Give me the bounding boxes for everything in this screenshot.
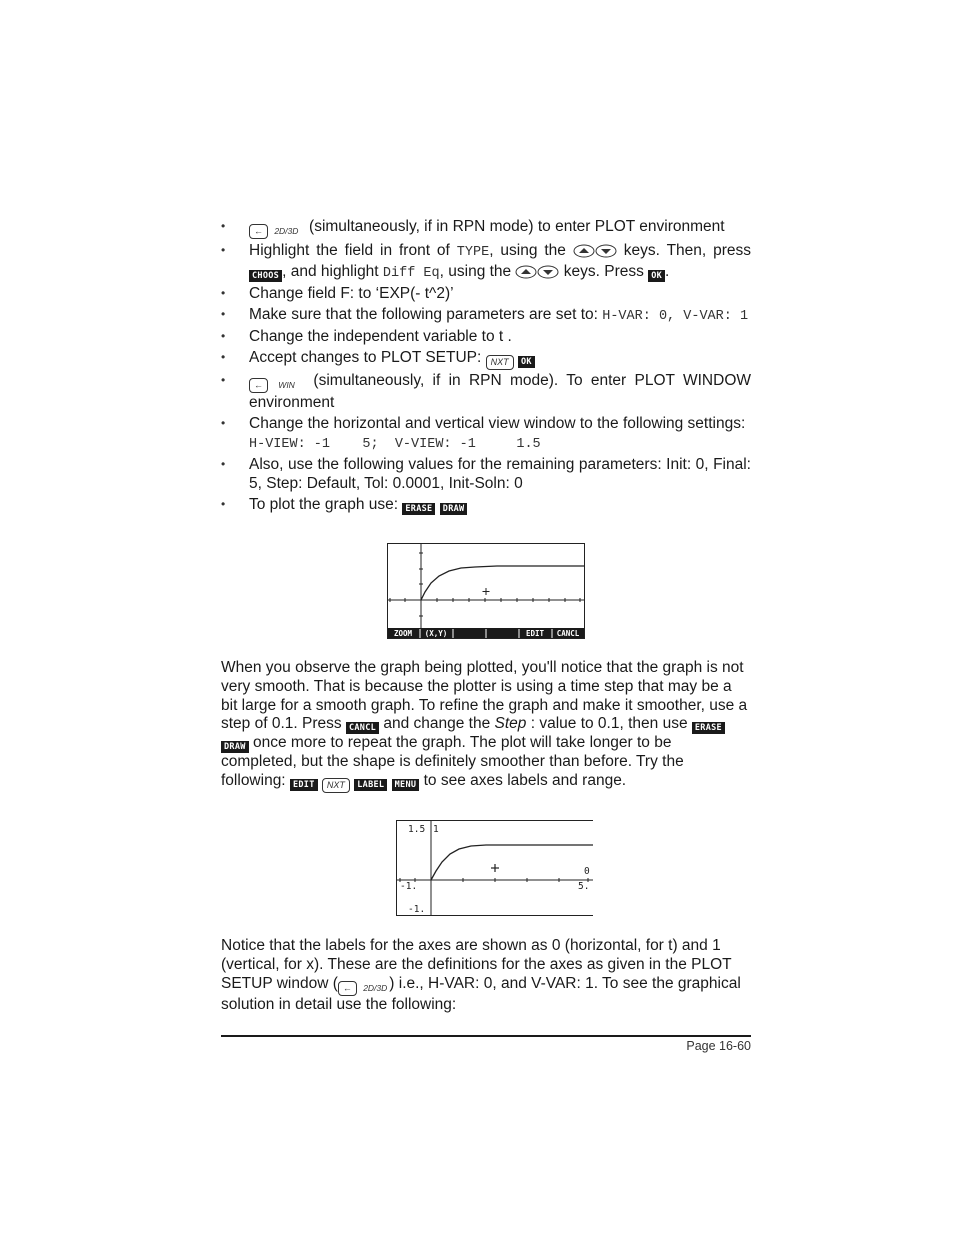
y-min-label: -1. (408, 904, 426, 915)
bullet-text: keys. Then, press (616, 241, 752, 259)
list-item (221, 455, 751, 493)
paragraph-text: When you observe the graph being plotted, you'll notice that the graph is not very smooth. That is because the plotter is using a time step that may be a bit large for a smooth graph. To refine the graph and make it smoother, use a step of 0.1. Press (221, 659, 748, 733)
label-softkey: LABEL (354, 779, 387, 791)
code-text: TYPE (456, 244, 490, 260)
draw-softkey: DRAW (440, 503, 468, 515)
win-key: WIN (278, 380, 295, 390)
bullet-text: , using the (489, 241, 573, 259)
left-shift-key: ← (338, 981, 357, 996)
edit-softkey: EDIT (290, 779, 318, 791)
explanation-paragraph (221, 659, 751, 793)
bullet-text: (simultaneously, if in RPN mode) to enter PLOT environment (309, 218, 725, 235)
code-text: Diff Eq (382, 265, 440, 281)
footer-rule (221, 1035, 751, 1037)
list-item (221, 348, 751, 370)
paragraph-text: : value to 0.1, then use (526, 715, 692, 733)
up-arrow-key-icon (573, 244, 595, 258)
xy-softkey: (X,Y) (424, 629, 448, 638)
up-arrow-key-icon (515, 265, 537, 279)
zoom-softkey: ZOOM (393, 629, 413, 638)
2d3d-key: 2D/3D (274, 226, 299, 236)
ok-softkey: OK (518, 356, 535, 368)
cursor-crosshair (491, 864, 499, 872)
x-var-label: 0 (584, 866, 590, 877)
nxt-key: NXT (486, 355, 514, 370)
calculator-labeled-graph-screen (396, 820, 594, 916)
choos-softkey: CHOOS (249, 270, 282, 282)
erase-softkey: ERASE (692, 722, 725, 734)
bullet-text: Change field F: to ‘EXP(- t^2)’ (249, 285, 454, 302)
bullet-text: , using the (439, 262, 516, 280)
y-max-label: 1.5 (408, 824, 426, 835)
bullet-text: keys. Press (559, 262, 649, 280)
paragraph-text: and change the (379, 715, 495, 733)
x-max-label: 5. (578, 881, 590, 892)
down-arrow-key-icon (537, 265, 559, 279)
list-item (221, 495, 751, 515)
code-text: H-VAR: 0, V-VAR: 1 (602, 308, 749, 324)
page-number: Page 16-60 (686, 1039, 751, 1053)
list-item (221, 414, 751, 454)
bullet-text: Highlight the field in front of (249, 241, 457, 259)
bullet-text: . (665, 262, 670, 280)
paragraph-text: once more to repeat the graph. The plot will take longer to be completed, but the shape is definitely smoother than before. Try the following: (221, 734, 684, 790)
menu-softkey: MENU (392, 779, 420, 791)
bullet-text: Make sure that the following parameters are set to: (249, 305, 603, 323)
down-arrow-key-icon (595, 244, 617, 258)
bullet-text: , and highlight (282, 262, 383, 280)
list-item (221, 217, 751, 239)
list-item (221, 327, 751, 346)
2d3d-key: 2D/3D (363, 982, 388, 993)
step-field-name: Step (494, 715, 527, 733)
list-item (221, 371, 751, 412)
bullet-text: Change the horizontal and vertical view window to the following settings: (249, 414, 746, 432)
edit-softkey: EDIT (525, 629, 545, 638)
left-shift-key: ← (249, 378, 268, 393)
bullet-text: Change the independent variable to t . (249, 328, 512, 345)
calculator-graph-screen (387, 543, 585, 639)
list-item (221, 284, 751, 303)
paragraph-text: ) i.e., H-VAR: 0, and V-VAR: 1. To see the graphical solution in detail use the following: (221, 974, 741, 1013)
left-shift-key: ← (249, 224, 268, 239)
axes-explanation-paragraph (221, 937, 751, 1014)
list-item (221, 305, 751, 326)
x-min-label: -1. (400, 881, 418, 892)
nxt-key: NXT (322, 778, 350, 793)
bullet-text: To plot the graph use: (249, 495, 403, 513)
paragraph-text: to see axes labels and range. (419, 772, 627, 790)
solution-curve (431, 845, 593, 880)
code-text: H-VIEW: -1 5; V-VIEW: -1 1.5 (249, 436, 541, 452)
bullet-text: Also, use the following values for the remaining parameters: Init: 0, Final: 5, Step: Default, Tol: 0.0001, Init-Soln: 0 (249, 456, 751, 492)
erase-softkey: ERASE (402, 503, 435, 515)
draw-softkey: DRAW (221, 741, 249, 753)
paragraph-text: Notice that the labels for the axes are shown as 0 (horizontal, for t) and 1 (vertical, for x). These are the definitions for the axes as given in the PLOT SETUP window ( (221, 937, 732, 992)
ok-softkey: OK (648, 270, 665, 282)
cancl-softkey: CANCL (556, 629, 580, 638)
y-var-label: 1 (433, 824, 439, 835)
bullet-text: (simultaneously, if in RPN mode). To enter PLOT WINDOW environment (249, 372, 751, 411)
bullet-text: Accept changes to PLOT SETUP: (249, 348, 486, 366)
instruction-list (221, 217, 751, 516)
list-item (221, 241, 751, 283)
cancl-softkey: CANCL (346, 722, 379, 734)
